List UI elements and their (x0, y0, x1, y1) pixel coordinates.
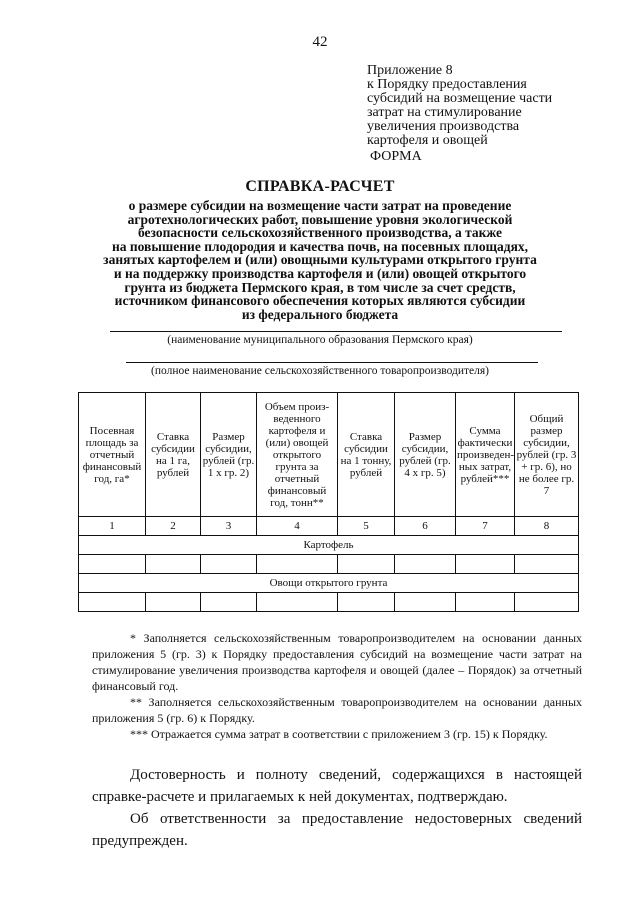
appendix-line: к Порядку предоставления (367, 77, 527, 92)
producer-field-line[interactable] (126, 362, 538, 363)
section-row-vegetables (79, 574, 579, 593)
header-cell: Размер субсидии, рублей (гр. 1 х гр. 2) (201, 393, 257, 517)
appendix-line: Приложение 8 (367, 63, 453, 78)
header-cell: Объем произ-веденного картофеля и (или) овощей открытого грунта за отчетный финансовый год, тонн** (257, 393, 338, 517)
input-cell[interactable] (146, 555, 201, 574)
column-number: 1 (79, 517, 146, 536)
input-cell[interactable] (395, 593, 456, 612)
section-title: Овощи открытого грунта (79, 574, 579, 593)
column-number-row (79, 517, 579, 536)
column-number: 2 (146, 517, 201, 536)
section-title: Картофель (79, 536, 579, 555)
header-cell: Общий размер субсидии, рублей (гр. 3 + гр. 6), но не более гр. 7 (515, 393, 579, 517)
certification-text (92, 764, 582, 852)
input-cell[interactable] (515, 555, 579, 574)
input-cell[interactable] (201, 555, 257, 574)
column-number: 3 (201, 517, 257, 536)
subtitle-line: агротехнологических работ, повышение уровня экологической (127, 211, 513, 227)
section-row-potato (79, 536, 579, 555)
input-cell[interactable] (257, 555, 338, 574)
footnotes (92, 630, 582, 742)
subtitle-line: безопасности сельскохозяйственного производства, а также (137, 225, 503, 241)
page-number: 42 (312, 34, 328, 50)
footnote: * Заполняется сельскохозяйственным товаропроизводителем на основании данных приложения 5 (гр. 3) к Порядку предоставления субсидий на возмещение части затрат на стимулирование увеличения производства картофеля и овощей (далее – Порядок) за отчетный финансовый год. (92, 631, 582, 693)
table-row (79, 593, 579, 612)
certification-paragraph: Достоверность и полноту сведений, содержащихся в настоящей справке-расчете и прилагаемых к ней документах, подтверждаю. (92, 767, 582, 805)
column-number: 7 (456, 517, 515, 536)
header-cell: Ставка субсидии на 1 га, рублей (146, 393, 201, 517)
subtitle-line: о размере субсидии на возмещение части затрат на проведение (128, 198, 512, 213)
producer-caption: (полное наименование сельскохозяйственного товаропроизводителя) (151, 365, 489, 377)
appendix-line: субсидий на возмещение части (367, 91, 553, 106)
input-cell[interactable] (79, 593, 146, 612)
footnote: *** Отражается сумма затрат в соответствии с приложением 3 (гр. 15) к Порядку. (130, 727, 548, 741)
column-number: 6 (395, 517, 456, 536)
input-cell[interactable] (257, 593, 338, 612)
subtitle-line: грунта из бюджета Пермского края, в том числе за счет средств, (124, 279, 516, 295)
table-header-row (79, 393, 579, 517)
appendix-line: затрат на стимулирование (367, 105, 522, 120)
input-cell[interactable] (338, 555, 395, 574)
form-label: ФОРМА (370, 149, 422, 164)
municipality-field-line[interactable] (110, 331, 562, 332)
input-cell[interactable] (456, 555, 515, 574)
input-cell[interactable] (146, 593, 201, 612)
header-cell: Ставка субсидии на 1 тонну, рублей (338, 393, 395, 517)
calculation-table (78, 392, 579, 612)
input-cell[interactable] (515, 593, 579, 612)
column-number: 4 (257, 517, 338, 536)
table-row (79, 555, 579, 574)
appendix-line: картофеля и овощей (367, 133, 488, 148)
column-number: 8 (515, 517, 579, 536)
input-cell[interactable] (79, 555, 146, 574)
subtitle-line: занятых картофелем и (или) овощными культурами открытого грунта (103, 252, 537, 268)
subtitle-line: на повышение плодородия и качества почв, на посевных площадях, (111, 238, 529, 254)
column-number: 5 (338, 517, 395, 536)
input-cell[interactable] (456, 593, 515, 612)
subtitle-line: из федерального бюджета (241, 306, 399, 322)
municipality-caption: (наименование муниципального образования Пермского края) (167, 334, 473, 346)
certification-paragraph: Об ответственности за предоставление недостоверных сведений предупрежден. (92, 811, 582, 849)
input-cell[interactable] (338, 593, 395, 612)
footnote: ** Заполняется сельскохозяйственным товаропроизводителем на основании данных приложения 5 (гр. 6) к Порядку. (92, 695, 582, 725)
header-cell: Сумма фактически произведен-ных затрат, рублей*** (456, 393, 515, 517)
document-title: СПРАВКА-РАСЧЕТ (245, 178, 395, 195)
header-cell: Размер субсидии, рублей (гр. 4 х гр. 5) (395, 393, 456, 517)
appendix-line: увеличения производства (367, 119, 520, 134)
input-cell[interactable] (395, 555, 456, 574)
header-cell: Посевная площадь за отчетный финансовый год, га* (79, 393, 146, 517)
input-cell[interactable] (201, 593, 257, 612)
appendix-block (367, 64, 627, 148)
subtitle-line: источником финансового обеспечения которых являются субсидии (114, 293, 526, 309)
subtitle-line: и на поддержку производства картофеля и (или) овощей открытого (113, 265, 527, 281)
document-subtitle (40, 199, 600, 321)
